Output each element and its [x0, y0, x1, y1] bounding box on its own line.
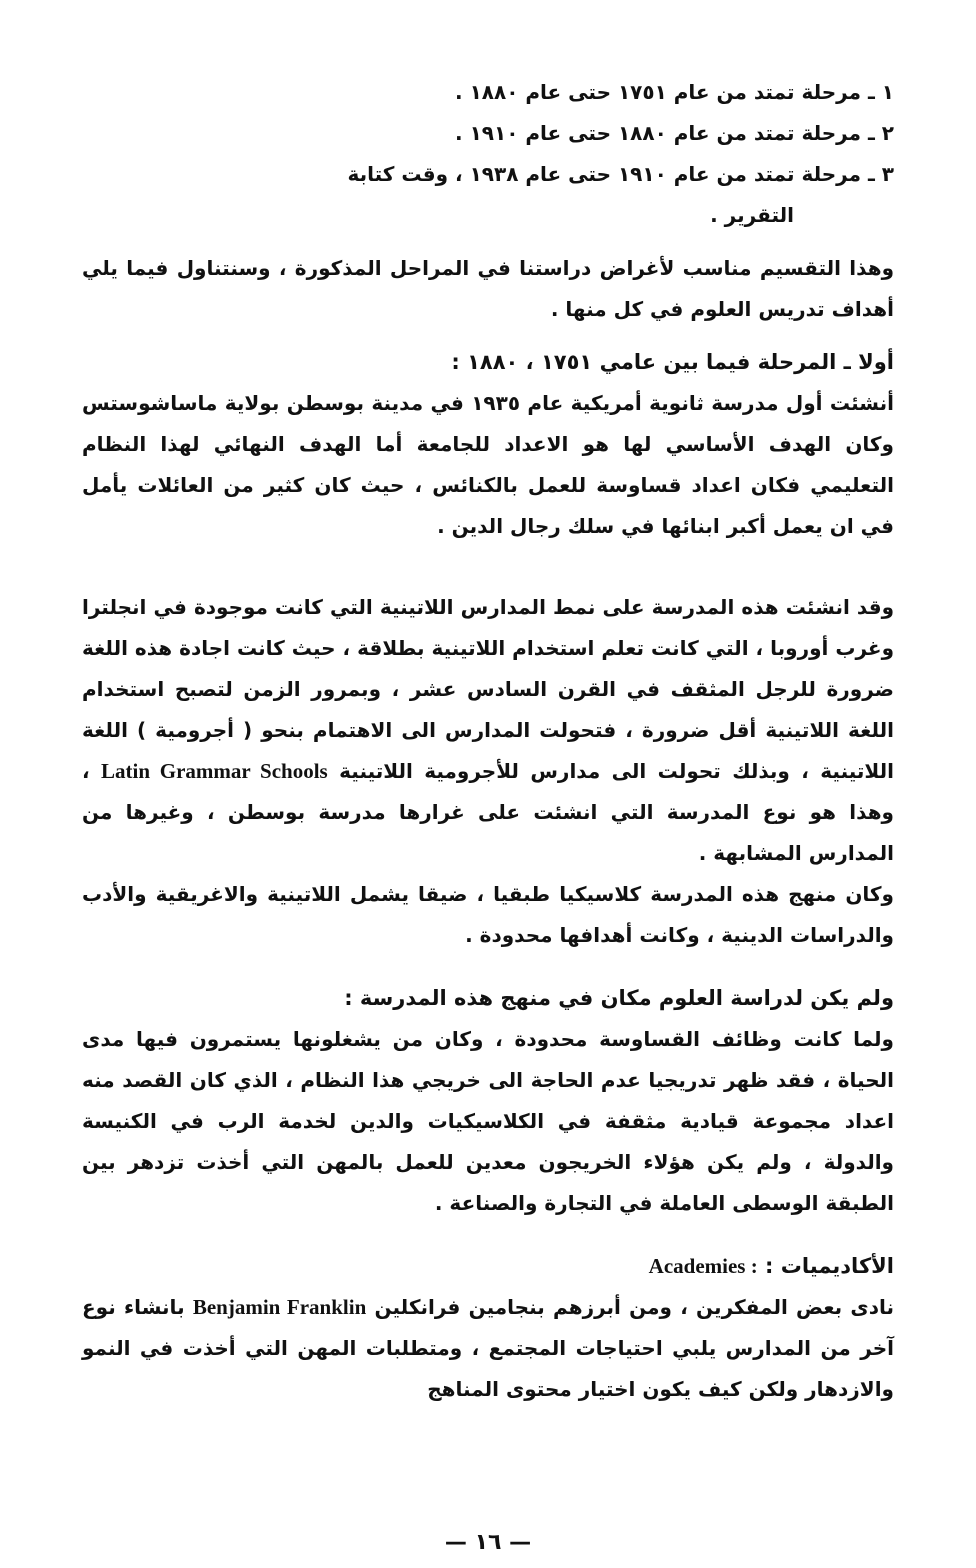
- page-number: — ١٦ —: [444, 1530, 532, 1555]
- list-item-3: [82, 154, 894, 236]
- list-item-1-text: ١ ـ مرحلة تمتد من عام ١٧٥١ حتى عام ١٨٨٠ .: [455, 80, 894, 104]
- document-page: [82, 72, 894, 1410]
- list-item-2: [82, 113, 894, 154]
- paragraph-curriculum: وكان منهج هذه المدرسة كلاسيكيا طبقيا ، ضيقا يشمل اللاتينية والاغريقية والأدب والدراسات الدينية ، وكانت أهدافها محدودة .: [82, 882, 894, 947]
- paragraph-latin-schools: [82, 587, 894, 874]
- paragraph-first-school: أنشئت أول مدرسة ثانوية أمريكية عام ١٩٣٥ في مدينة بوسطن بولاية ماساشوستس وكان الهدف الأساسي لها هو الاعداد للجامعة أما الهدف النهائي لهذا النظام التعليمي فكان اعداد قساوسة للعمل بالكنائس ، حيث كان كثير من العائلات يأمل في ان يعمل أكبر ابنائها في سلك رجال الدين .: [82, 391, 894, 538]
- academies-heading-latin: Academies :: [648, 1254, 758, 1278]
- paragraph-latin-schools-text-a: وقد انشئت هذه المدرسة على نمط المدارس اللاتينية التي كانت موجودة في انجلترا وغرب أوروبا ، التي كانت تعلم استخدام اللاتينية بطلاقة ، حيث كانت اجادة هذه اللغة ضرورة للرجل المثقف في القرن السادس عشر ، وبمرور الزمن لتصبح استخدام اللغة اللاتينية أقل ضرورة ، فتحولت المدارس الى الاهتمام بنحو ( أجرومية ) اللغة اللاتينية ، وبذلك تحولت الى مدارس للأجرومية اللاتينية: [82, 595, 894, 783]
- list-item-3-continuation: التقرير .: [710, 203, 794, 227]
- paragraph-clergy-jobs: ولما كانت وظائف القساوسة محدودة ، وكان من يشغلونها يستمرون فيها مدى الحياة ، فقد ظهر تدريجيا عدم الحاجة الى خريجي هذا النظام ، الذي كان القصد منه اعداد مجموعة قيادية مثقفة في الكلاسيكيات والدين لخدمة الرب في الكنيسة والدولة ، ولم يكن هؤلاء الخريجون معدين للعمل بالمهن التي أخذت تزدهر بين الطبقة الوسطى العاملة في التجارة والصناعة .: [82, 1027, 894, 1215]
- paragraph-latin-schools-text-b: ، وهذا هو نوع المدرسة التي انشئت على غرارها مدرسة بوسطن ، وغيرها من المدارس المشابهة .: [82, 759, 894, 865]
- benjamin-franklin-name: Benjamin Franklin: [192, 1295, 367, 1319]
- list-item-1: [82, 72, 894, 113]
- paragraph-franklin-text-b: بانشاء نوع آخر من المدارس يلبي احتياجات المجتمع ، ومتطلبات المهن التي أخذت في النمو والازدهار ولكن كيف يكون اختيار محتوى المناهج: [82, 1295, 894, 1401]
- list-item-2-text: ٢ ـ مرحلة تمتد من عام ١٨٨٠ حتى عام ١٩١٠ .: [455, 121, 894, 145]
- paragraph-franklin: [82, 1287, 894, 1410]
- list-item-3-text: ٣ ـ مرحلة تمتد من عام ١٩١٠ حتى عام ١٩٣٨ ، وقت كتابة: [347, 162, 894, 186]
- section-heading-stage-one: أولا ـ المرحلة فيما بين عامي ١٧٥١ ، ١٨٨٠ :: [451, 350, 894, 374]
- intro-paragraph: وهذا التقسيم مناسب لأغراض دراستنا في المراحل المذكورة ، وسنتناول فيما يلي أهداف تدريس العلوم في كل منها .: [82, 256, 894, 321]
- section-heading-no-science: ولم يكن لدراسة العلوم مكان في منهج هذه المدرسة :: [344, 986, 894, 1010]
- latin-grammar-schools-term: Latin Grammar Schools: [101, 759, 328, 783]
- academies-heading-arabic: الأكاديميات :: [765, 1254, 894, 1278]
- section-heading-academies: [82, 1246, 894, 1287]
- paragraph-franklin-text-a: نادى بعض المفكرين ، ومن أبرزهم بنجامين فرانكلين: [374, 1295, 895, 1319]
